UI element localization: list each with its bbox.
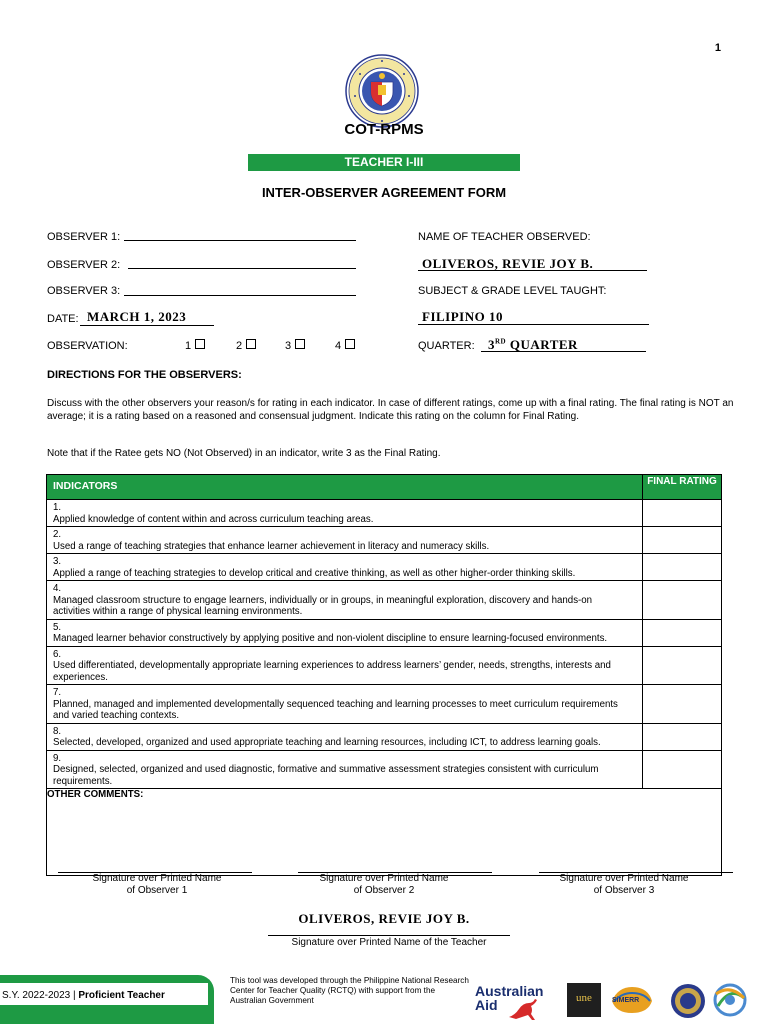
footer-text	[2, 990, 165, 1001]
observer3-signature-label	[514, 873, 734, 897]
teacher-field[interactable]	[418, 270, 647, 271]
table-row	[47, 619, 722, 646]
observer1-field[interactable]	[124, 240, 356, 241]
table-row	[47, 723, 722, 750]
une-logo: une	[567, 983, 601, 1017]
teacher-signature-line[interactable]	[268, 935, 510, 936]
checkbox-icon[interactable]	[345, 339, 355, 349]
date-label: DATE:	[47, 313, 79, 325]
observation-label: OBSERVATION:	[47, 340, 128, 352]
other-comments-row	[47, 789, 722, 876]
subject-field[interactable]	[418, 324, 649, 325]
quarter-num: 3	[488, 337, 495, 352]
row-number: 4.	[53, 583, 62, 594]
date-value: MARCH 1, 2023	[87, 309, 187, 324]
rctq-logo	[710, 980, 750, 1020]
table-row	[47, 581, 722, 620]
row-number: 6.	[53, 648, 62, 660]
deped-seal-logo	[345, 54, 419, 128]
option-1-label: 1	[185, 340, 192, 352]
indicator-text: Managed classroom structure to engage learners, individually or in groups, in meaningful exploration, discovery and hands-on activities within a range of physical learning environments.	[53, 594, 593, 617]
row-number: 3.	[53, 556, 62, 567]
indicator-text: Selected, developed, organized and used appropriate teaching and learning resources, including ICT, to address learning goals.	[53, 737, 601, 748]
indicator-text: Designed, selected, organized and used diagnostic, formative and summative assessment strategies consistent with curriculum requirements.	[53, 764, 599, 787]
final-rating-cell[interactable]	[643, 750, 722, 789]
teacher-value: OLIVEROS, REVIE JOY B.	[422, 256, 594, 271]
observation-option-1[interactable]	[185, 339, 205, 352]
observer1-signature-label	[47, 873, 267, 897]
indicator-text: Used differentiated, developmentally appropriate learning experiences to address learners’ gender, needs, strengths, interests and experiences.	[53, 660, 611, 683]
table-row	[47, 527, 722, 554]
table-row	[47, 750, 722, 789]
document-title: COT-RPMS	[344, 121, 424, 138]
directions-heading: DIRECTIONS FOR THE OBSERVERS:	[47, 369, 242, 381]
observer2-caption: of Observer 2	[353, 885, 415, 896]
subject-value: FILIPINO 10	[422, 309, 503, 324]
row-number: 2.	[53, 529, 62, 540]
quarter-sup: RD	[495, 337, 507, 346]
observer3-field[interactable]	[124, 295, 356, 296]
row-number: 5.	[53, 621, 62, 633]
aus-aid-line2: Aid	[475, 997, 498, 1013]
observation-option-3[interactable]	[285, 339, 305, 352]
other-comments-box[interactable]	[47, 789, 722, 876]
sig-label-text: Signature over Printed Name	[559, 873, 689, 884]
observation-option-2[interactable]	[236, 339, 256, 352]
table-row	[47, 554, 722, 581]
table-row	[47, 500, 722, 527]
teacher-level: Proficient Teacher	[78, 990, 165, 1001]
subtitle-bar: TEACHER I-III	[248, 154, 520, 171]
observer3-label: OBSERVER 3:	[47, 285, 121, 297]
date-field[interactable]	[80, 325, 214, 326]
table-row	[47, 685, 722, 724]
final-rating-cell[interactable]	[643, 619, 722, 646]
teacher-label: NAME OF TEACHER OBSERVED:	[418, 231, 591, 243]
school-year: S.Y. 2022-2023	[2, 990, 71, 1001]
footer-separator: |	[70, 990, 79, 1001]
row-number: 9.	[53, 752, 62, 764]
teacher-printed-name: OLIVEROS, REVIE JOY B.	[298, 911, 470, 926]
checkbox-icon[interactable]	[295, 339, 305, 349]
simerr-logo-text: SiMERR	[612, 997, 640, 1004]
row-number: 8.	[53, 725, 62, 737]
observer1-label: OBSERVER 1:	[47, 231, 121, 243]
final-rating-cell[interactable]	[643, 527, 722, 554]
indicator-text: Managed learner behavior constructively by applying positive and non-violent discipline to ensure learning-focused environments.	[53, 633, 608, 644]
indicator-text: Applied a range of teaching strategies to develop critical and creative thinking, as well as other higher-order thinking skills.	[53, 567, 576, 579]
directions-paragraph-2: Note that if the Ratee gets NO (Not Observed) in an indicator, write 3 as the Final Rating.	[47, 448, 441, 459]
page-number: 1	[714, 42, 721, 54]
row-number: 7.	[53, 687, 62, 698]
form-title: INTER-OBSERVER AGREEMENT FORM	[261, 185, 507, 200]
table-row	[47, 646, 722, 685]
subject-label: SUBJECT & GRADE LEVEL TAUGHT:	[418, 285, 607, 297]
indicator-text: Applied knowledge of content within and across curriculum teaching areas.	[53, 513, 374, 525]
observer1-caption: of Observer 1	[126, 885, 188, 896]
observer2-label: OBSERVER 2:	[47, 259, 121, 271]
aus-aid-line1: Australian	[475, 983, 544, 999]
final-rating-cell[interactable]	[643, 500, 722, 527]
quarter-word: QUARTER	[509, 337, 578, 352]
teacher-signature-label: Signature over Printed Name of the Teacher	[291, 937, 487, 948]
observer2-signature-label	[274, 873, 494, 897]
university-seal-logo	[670, 983, 706, 1019]
observation-option-4[interactable]	[335, 339, 355, 352]
final-rating-cell[interactable]	[643, 646, 722, 685]
sig-label-text: Signature over Printed Name	[92, 873, 222, 884]
quarter-field[interactable]	[481, 351, 646, 352]
indicators-table	[46, 474, 722, 876]
indicators-header: INDICATORS	[47, 475, 643, 500]
final-rating-header: FINAL RATING	[643, 475, 722, 500]
option-4-label: 4	[335, 340, 342, 352]
final-rating-cell[interactable]	[643, 581, 722, 620]
final-rating-cell[interactable]	[643, 685, 722, 724]
sig-label-text: Signature over Printed Name	[319, 873, 449, 884]
option-2-label: 2	[236, 340, 243, 352]
row-number: 1.	[53, 502, 62, 513]
final-rating-cell[interactable]	[643, 723, 722, 750]
observer2-field[interactable]	[128, 268, 356, 269]
checkbox-icon[interactable]	[246, 339, 256, 349]
footer-note: This tool was developed through the Philippine National Research Center for Teacher Quality (RCTQ) with support from the Australian Government	[230, 976, 469, 1005]
kangaroo-icon	[505, 997, 541, 1021]
table-header	[47, 475, 722, 500]
option-3-label: 3	[285, 340, 292, 352]
other-comments-label: OTHER COMMENTS:	[47, 789, 144, 800]
checkbox-icon[interactable]	[195, 339, 205, 349]
indicator-text: Planned, managed and implemented developmentally sequenced teaching and learning processes to meet curriculum requirements and varied teaching contexts.	[53, 698, 618, 721]
final-rating-cell[interactable]	[643, 554, 722, 581]
directions-paragraph-1: Discuss with the other observers your reason/s for rating in each indicator. In case of different ratings, come up with a final rating. The final rating is NOT an average; it is a rating based on a reasoned and consensual judgment. Indicate this rating on the column for Final Rating.	[47, 398, 734, 422]
indicator-text: Used a range of teaching strategies that enhance learner achievement in literacy and numeracy skills.	[53, 540, 490, 552]
observer3-caption: of Observer 3	[593, 885, 655, 896]
quarter-label: QUARTER:	[418, 340, 475, 352]
